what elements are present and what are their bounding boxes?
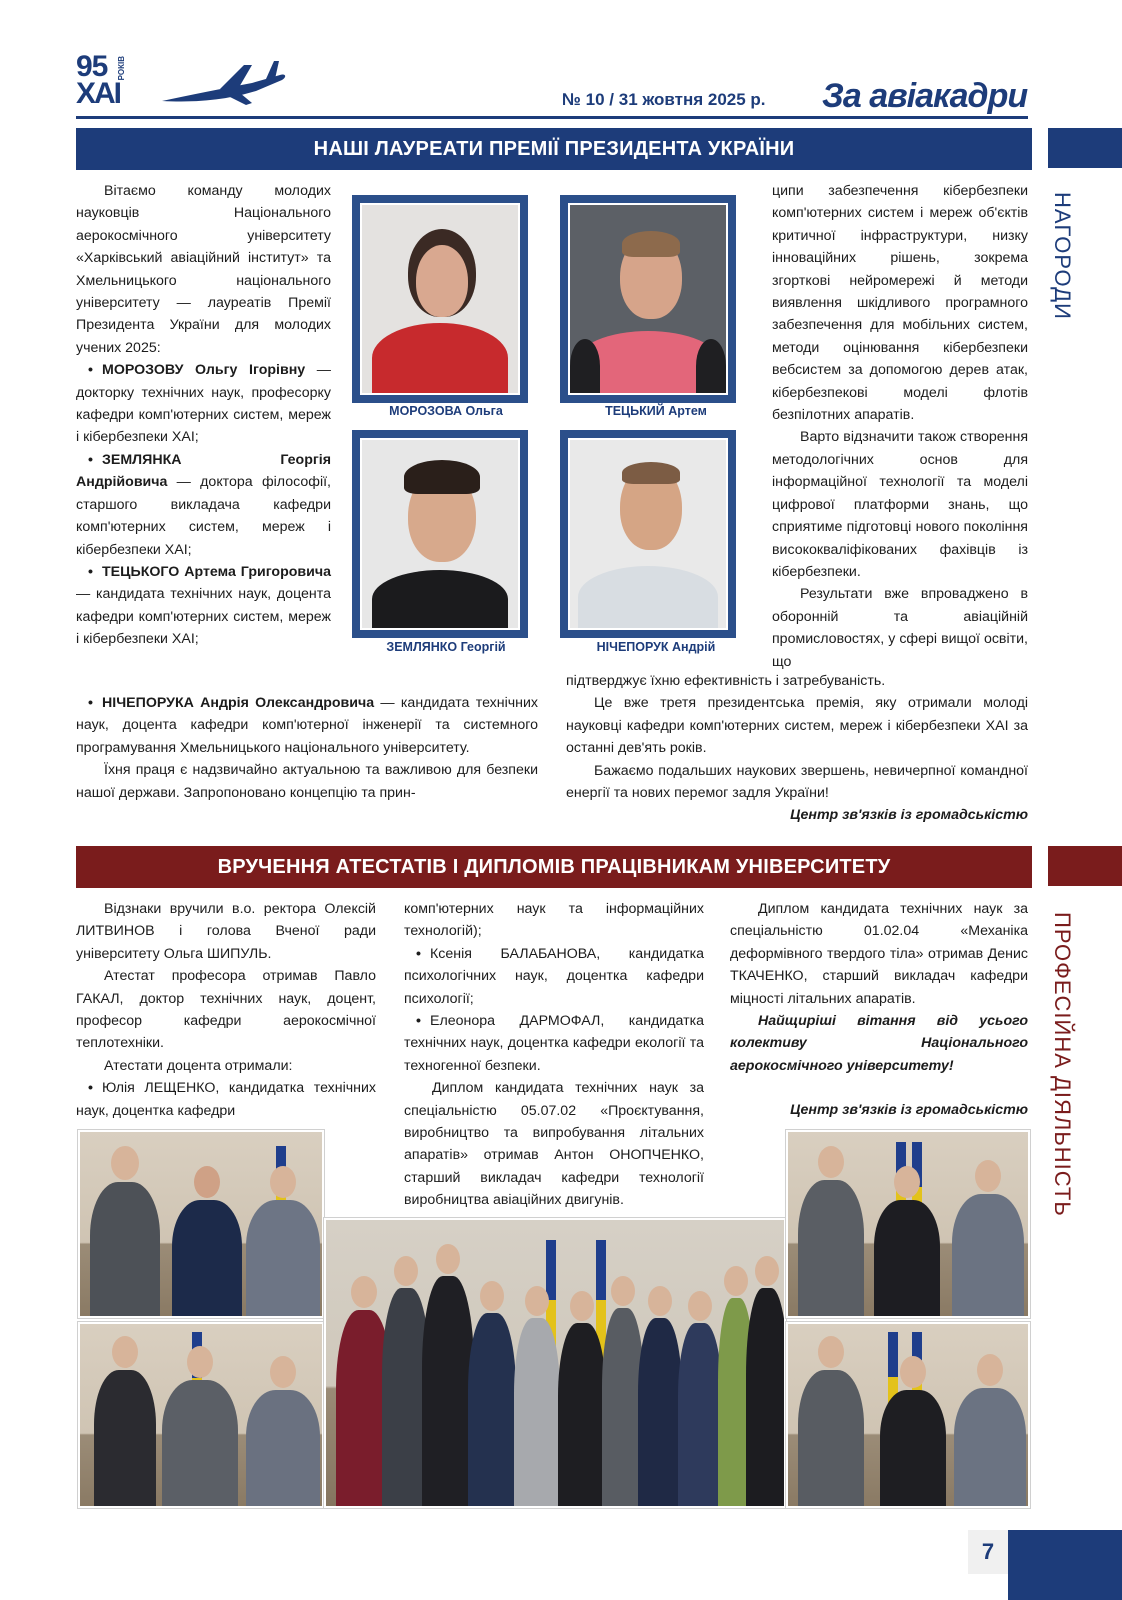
intro-paragraph: Вітаємо команду молодих науковців Національного аерокосмічного університету «Харківський авіаційний інститут» та Хмельницького національного університету — лауреатів Премії Президента України для молодих учених 2025: — [76, 183, 331, 356]
principles-paragraph: ципи забезпечення кібербезпеки комп'ютерних систем і мереж об'єктів критичної інфраструктури, низку інноваційних рішень, зокрема згорткові нейромережі й методи виявлення шкідливого програмного забезпечення для мобільних систем, методи оцінювання кібербезпеки вебсистем за допомогою дерев атак, кібербезпекові моделі флотів безпілотних апаратів. — [772, 183, 1028, 424]
section-1-column-3 — [772, 180, 1028, 673]
hai-95-logo — [76, 52, 134, 110]
laureate-item: • ЗЕМЛЯНКА Георгія Андрійовича — доктора філософії, старшого викладача кафедри комп'ютерних систем, мереж і кібербезпеки ХАІ; — [76, 451, 331, 558]
portrait-morozova — [352, 195, 528, 403]
portrait-tetskyi — [560, 195, 736, 403]
diploma-paragraph-1: Диплом кандидата технічних наук за спеціальністю 05.07.02 «Проєктування, виробництво та випробування літальних апаратів» отримав Антон ОНОПЧЕНКО, старший викладач кафедри технології виробництва авіаційних двигунів. — [404, 1080, 704, 1209]
professor-paragraph: Атестат професора отримав Павло ГАКАЛ, доктор технічних наук, доцент, професор кафедри аерокосмічної теплотехніки. — [76, 968, 376, 1052]
airplane-icon — [160, 55, 288, 107]
portrait-nicheporuk — [560, 430, 736, 638]
signature: Центр зв'язків із громадськістю — [790, 1102, 1028, 1119]
section-2-column-3 — [730, 898, 1028, 1122]
side-label-awards: НАГОРОДИ — [1050, 192, 1075, 320]
ceremony-photo-4 — [786, 1322, 1030, 1508]
ceremony-photo-1 — [78, 1130, 324, 1318]
section-2-banner: ВРУЧЕННЯ АТЕСТАТІВ І ДИПЛОМІВ ПРАЦІВНИКАМ УНІВЕРСИТЕТУ — [76, 846, 1032, 888]
ceremony-group-photo — [324, 1218, 786, 1508]
issue-number: № 10 / 31 жовтня 2025 р. — [562, 90, 766, 109]
section-1-banner: НАШІ ЛАУРЕАТИ ПРЕМІЇ ПРЕЗИДЕНТА УКРАЇНИ — [76, 128, 1032, 170]
recipient-item: • Елеонора ДАРМОФАЛ, кандидатка технічних наук, доцентка кафедри екології та техногенної безпеки. — [404, 1013, 704, 1074]
side-tab-professional — [1048, 846, 1122, 886]
logo-number: 95 — [76, 50, 108, 83]
recipient-item-end: комп'ютерних наук та інформаційних технологій); — [404, 901, 704, 940]
congratulations-paragraph: Найщиріші вітання від усього колективу Національного аерокосмічного університету! — [730, 1013, 1028, 1074]
methodology-paragraph: Варто відзначити також створення методологічних основ для інформаційної технології та моделі цифрової платформи знань, що сприятиме підготовці нового покоління висококваліфікованих фахівців із кібербезпеки. — [772, 429, 1028, 580]
portrait-caption: ЗЕМЛЯНКО Георгій — [386, 640, 506, 654]
laureate-item: • ТЕЦЬКОГО Артема Григоровича — кандидата технічних наук, доцента кафедри комп'ютерних систем, мереж і кібербезпеки ХАІ; — [76, 563, 331, 648]
presenters-paragraph: Відзнаки вручили в.о. ректора Олексій ЛИТВИНОВ і голова Вченої ради університету Ольга ШИПУЛЬ. — [76, 901, 376, 962]
laureate-item: • МОРОЗОВУ Ольгу Ігорівну — докторку технічних наук, професорку кафедри комп'ютерних систем, мереж і кібербезпеки ХАІ; — [76, 362, 331, 446]
section-1-column-2-bottom — [566, 670, 1028, 827]
section-2-column-2 — [404, 898, 704, 1212]
wish-paragraph: Бажаємо подальших наукових звершень, невичерпної командної енергії та нових перемог задля України! — [566, 762, 1028, 802]
diploma-paragraph-2: Диплом кандидата технічних наук за спеціальністю 01.02.04 «Механіка деформівного твердого тіла» отримав Денис ТКАЧЕНКО, старший викладач кафедри міцності літальних апаратів. — [730, 901, 1028, 1007]
section-1-column-1-bottom — [76, 692, 538, 804]
logo-years: РОКІВ — [117, 56, 126, 81]
docent-heading: Атестати доцента отримали: — [104, 1057, 293, 1074]
laureate-item: • НІЧЕПОРУКА Андрія Олександровича — кандидата технічних наук, доцента кафедри комп'ютерної інженерії та системного програмування Хмельницького національного університету. — [76, 695, 539, 756]
newspaper-title: За авіакадри — [822, 77, 1028, 115]
logo-letters: ХАІ — [76, 77, 121, 110]
page-number: 7 — [968, 1530, 1008, 1574]
third-award-paragraph: Це вже третя президентська премія, яку отримали молоді науковці кафедри комп'ютерних систем, мереж і кібербезпеки ХАІ за останні дев'ять років. — [566, 695, 1028, 757]
portrait-caption: ТЕЦЬКИЙ Артем — [605, 404, 707, 418]
recipient-item: • Ксенія БАЛАБАНОВА, кандидатка психологічних наук, доцентка кафедри психології; — [404, 945, 704, 1007]
side-label-professional: ПРОФЕСІЙНА ДІЯЛЬНІСТЬ — [1050, 912, 1075, 1217]
portrait-caption: НІЧЕПОРУК Андрій — [596, 640, 716, 654]
results-paragraph-end: підтверджує їхню ефективність і затребуваність. — [566, 673, 886, 689]
signature: Центр зв'язків із громадськістю — [790, 807, 1028, 824]
ceremony-photo-3 — [786, 1130, 1030, 1318]
side-tab-awards — [1048, 128, 1122, 168]
section-2-column-1 — [76, 898, 376, 1122]
ceremony-photo-2 — [78, 1322, 324, 1508]
portrait-zemlianko — [352, 430, 528, 638]
results-paragraph: Результати вже впроваджено в оборонній та авіаційній промисловостях, у сфері вищої освіти, що — [772, 586, 1028, 670]
recipient-item: • Юлія ЛЕЩЕНКО, кандидатка технічних наук, доцентка кафедри — [76, 1080, 376, 1119]
page-corner-tab — [1008, 1530, 1122, 1600]
section-1-column-1 — [76, 180, 331, 651]
portrait-caption: МОРОЗОВА Ольга — [389, 404, 503, 418]
header-divider — [76, 116, 1028, 119]
work-paragraph: Їхня праця є надзвичайно актуальною та важливою для безпеки нашої держави. Запропоновано концепцію та прин- — [76, 762, 538, 801]
